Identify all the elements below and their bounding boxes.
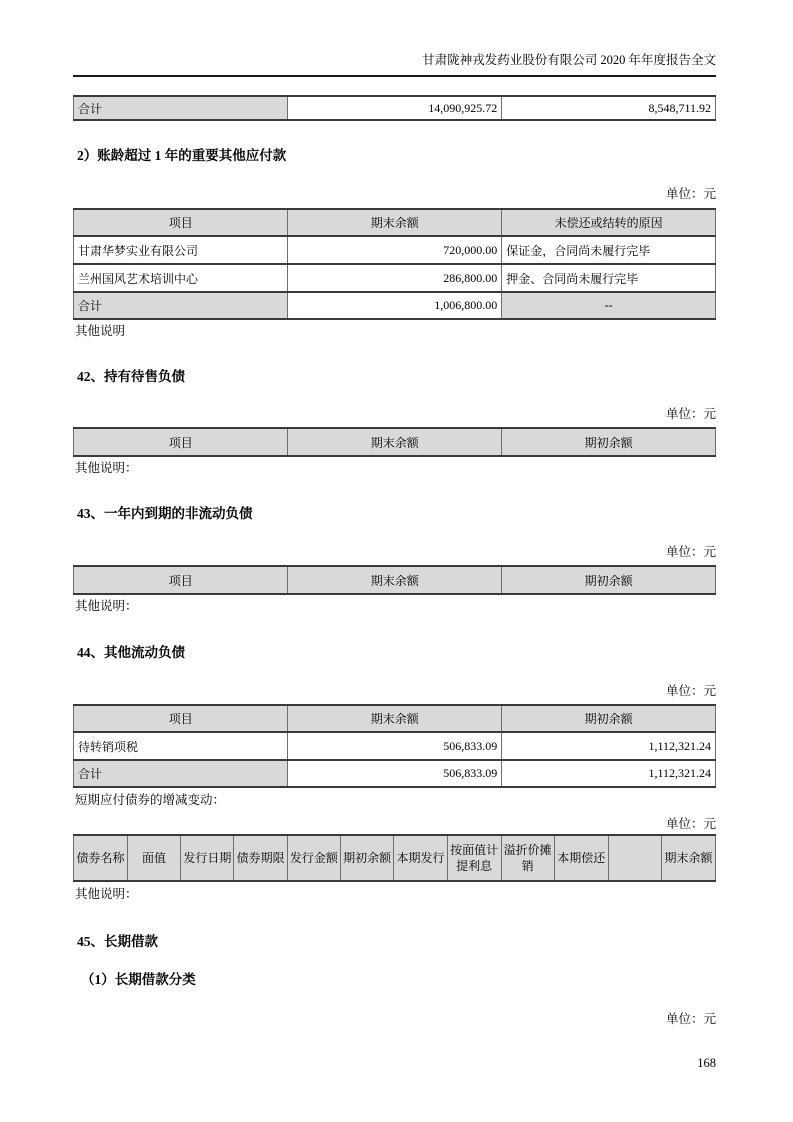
table-row	[74, 96, 716, 120]
document-header	[73, 0, 716, 77]
table-row	[74, 264, 716, 292]
header-cell-item: 项目	[74, 566, 288, 594]
total-label-cell: 合计	[74, 760, 288, 787]
header-cell-premium-amortization: 溢折价摊销	[501, 835, 554, 881]
opening-balance-cell: 8,548,711.92	[502, 96, 716, 120]
table-total-row	[74, 760, 716, 787]
header-cell-closing: 期末余额	[288, 209, 502, 236]
item-cell: 待转销项税	[74, 732, 288, 760]
aging-table	[73, 208, 716, 320]
table-total-row	[74, 292, 716, 319]
bond-change-caption: 短期应付债券的增减变动：	[75, 793, 226, 807]
amount-cell: 720,000.00	[288, 236, 502, 264]
document-title: 甘肃陇神戎发药业股份有限公司 2020 年年度报告全文	[422, 53, 716, 67]
closing-balance-cell: 14,090,925.72	[288, 96, 502, 120]
header-cell-closing: 期末余额	[288, 705, 502, 732]
table-row	[74, 732, 716, 760]
header-cell-item: 项目	[74, 705, 288, 732]
header-cell-issue-amount: 发行金额	[287, 835, 340, 881]
other-note: 其他说明：	[75, 461, 138, 475]
unit-label: 单位：元	[665, 1012, 716, 1026]
item-cell: 甘肃华梦实业有限公司	[74, 236, 288, 264]
section-heading-44: 44、其他流动负债	[77, 645, 185, 660]
table-header-row	[74, 428, 716, 456]
header-cell-item: 项目	[74, 428, 288, 456]
due-within-year-table	[73, 565, 716, 595]
other-note: 其他说明：	[75, 887, 138, 901]
header-cell-closing-balance: 期末余额	[662, 835, 716, 881]
header-cell-reason: 未偿还或结转的原因	[502, 209, 716, 236]
header-cell-repaid-this-period: 本期偿还	[554, 835, 608, 881]
header-cell-face-value: 面值	[127, 835, 180, 881]
reason-cell: --	[502, 292, 716, 319]
closing-amount-cell: 506,833.09	[288, 732, 502, 760]
section-heading-42: 42、持有待售负债	[77, 369, 185, 384]
unit-label: 单位：元	[665, 187, 716, 201]
closing-amount-cell: 506,833.09	[288, 760, 502, 787]
amount-cell: 286,800.00	[288, 264, 502, 292]
header-cell-closing: 期末余额	[288, 566, 502, 594]
unit-label: 单位：元	[665, 684, 716, 698]
header-cell-opening-balance: 期初余额	[341, 835, 394, 881]
header-cell-opening: 期初余额	[502, 428, 716, 456]
unit-label: 单位：元	[665, 545, 716, 559]
total-label-cell: 合计	[74, 292, 288, 319]
held-for-sale-table	[73, 427, 716, 457]
total-label-cell: 合计	[74, 96, 288, 120]
sub-heading-loan-classification: （1）长期借款分类	[81, 972, 196, 987]
header-cell-opening: 期初余额	[502, 566, 716, 594]
unit-label: 单位：元	[665, 407, 716, 421]
other-note: 其他说明：	[75, 599, 138, 613]
amount-cell: 1,006,800.00	[288, 292, 502, 319]
other-note: 其他说明	[75, 324, 126, 338]
section-heading-45: 45、长期借款	[77, 934, 158, 949]
other-current-liabilities-table	[73, 704, 716, 788]
header-cell-item: 项目	[74, 209, 288, 236]
header-cell-empty	[608, 835, 661, 881]
header-cell-bond-term: 债券期限	[234, 835, 287, 881]
header-cell-issued-this-period: 本期发行	[394, 835, 447, 881]
reason-cell: 押金、合同尚未履行完毕	[502, 264, 716, 292]
opening-amount-cell: 1,112,321.24	[502, 760, 716, 787]
reason-cell: 保证金，合同尚未履行完毕	[502, 236, 716, 264]
header-cell-closing: 期末余额	[288, 428, 502, 456]
table-header-row	[74, 209, 716, 236]
opening-amount-cell: 1,112,321.24	[502, 732, 716, 760]
table-header-row	[74, 705, 716, 732]
unit-label: 单位：元	[665, 817, 716, 831]
table-header-row	[74, 566, 716, 594]
short-term-bonds-table	[73, 834, 716, 882]
page-number: 168	[697, 1056, 716, 1070]
header-cell-bond-name: 债券名称	[74, 835, 128, 881]
header-cell-issue-date: 发行日期	[181, 835, 234, 881]
table-header-row	[74, 835, 716, 881]
section-heading-aging: 2）账龄超过 1 年的重要其他应付款	[77, 148, 287, 163]
section-heading-43: 43、一年内到期的非流动负债	[77, 506, 253, 521]
table-row	[74, 236, 716, 264]
header-cell-opening: 期初余额	[502, 705, 716, 732]
totals-table	[73, 95, 716, 121]
header-cell-interest-at-face: 按面值计提利息	[447, 835, 501, 881]
item-cell: 兰州国风艺术培训中心	[74, 264, 288, 292]
